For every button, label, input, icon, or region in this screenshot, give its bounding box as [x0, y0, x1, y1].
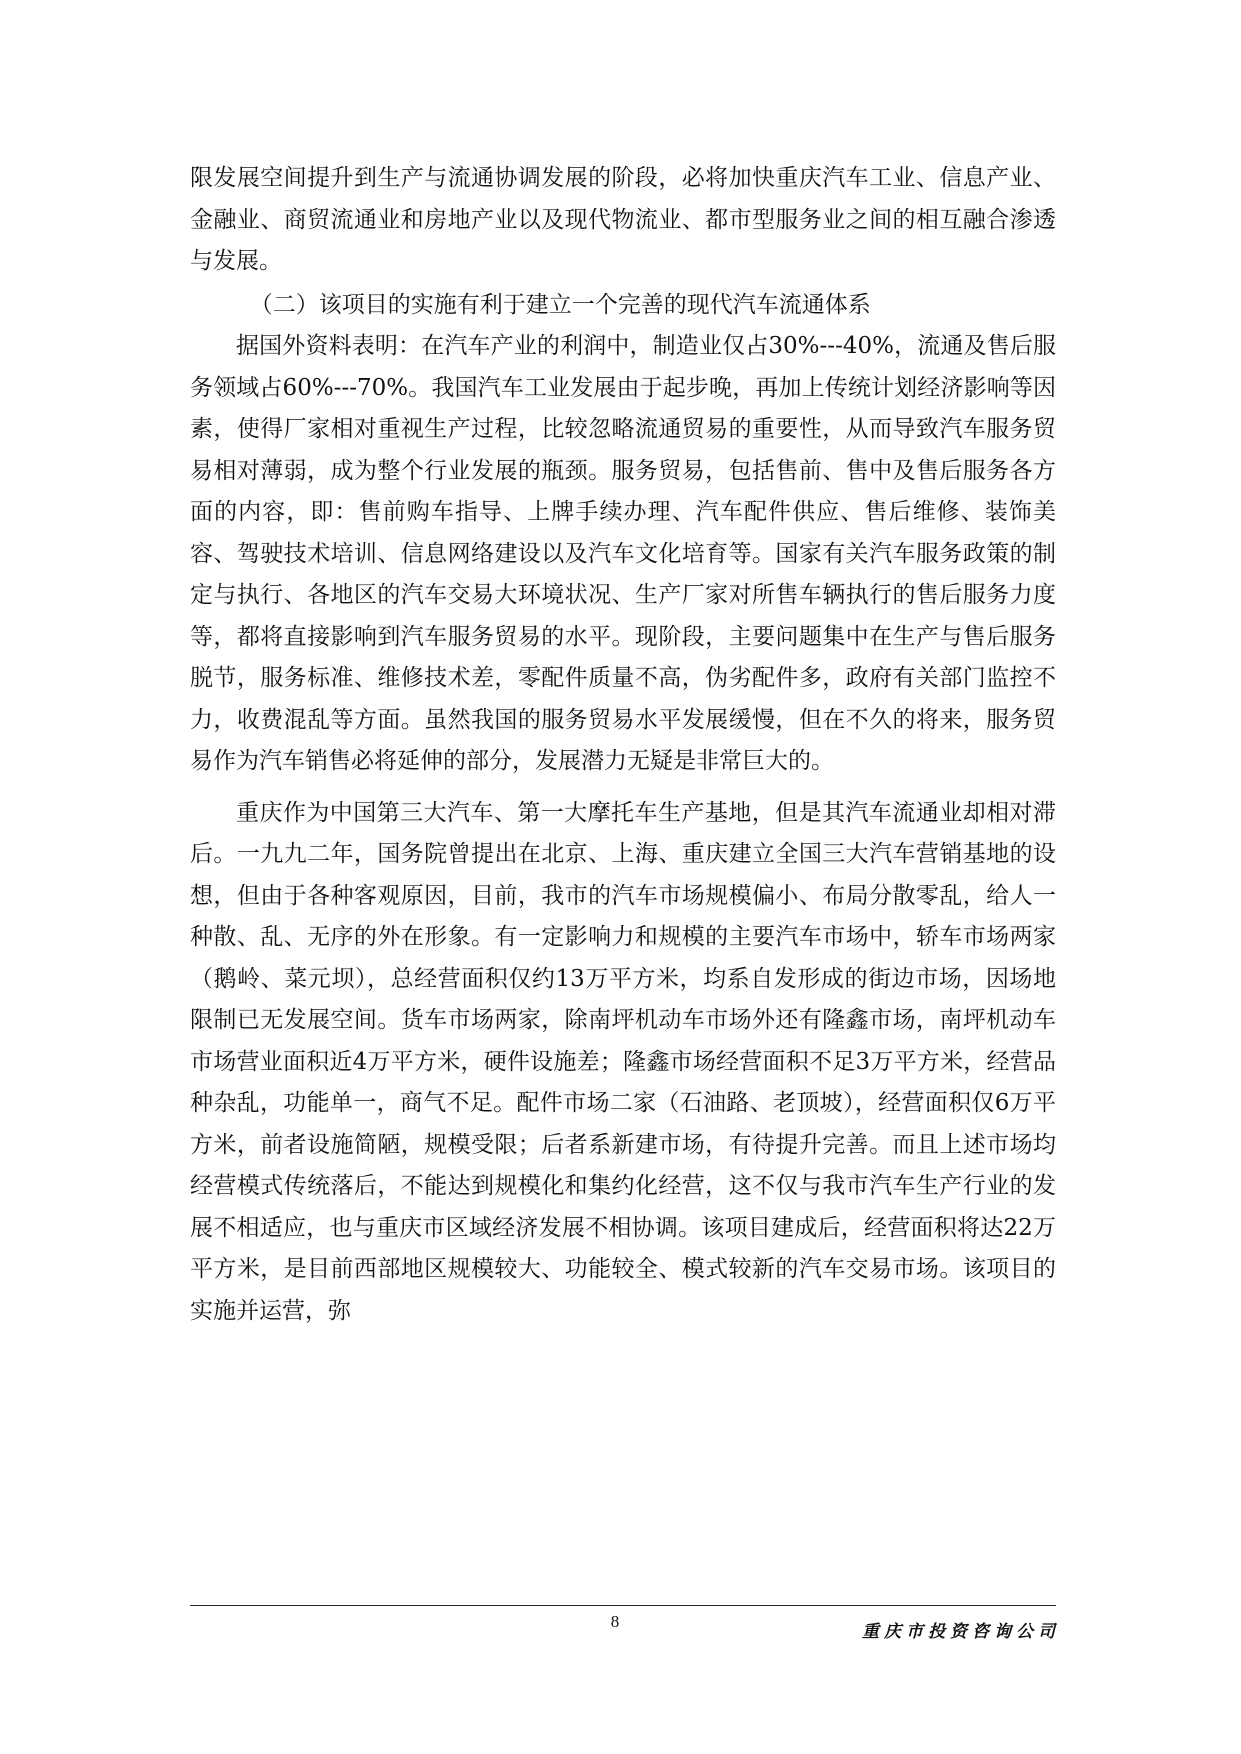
paragraph-service-trade: 据国外资料表明：在汽车产业的利润中，制造业仅占30%---40%，流通及售后服务领域占60%---70%。我国汽车工业发展由于起步晚，再加上传统计划经济影响等因素，使得厂家相对重视生产过程，比较忽略流通贸易的重要性，从而导致汽车服务贸易相对薄弱，成为整个行业发展的瓶颈。服务贸易，包括售前、售中及售后服务各方面的内容，即：售前购车指导、上牌手续办理、汽车配件供应、售后维修、装饰美容、驾驶技术培训、信息网络建设以及汽车文化培育等。国家有关汽车服务政策的制定与执行、各地区的汽车交易大环境状况、生产厂家对所售车辆执行的售后服务力度等，都将直接影响到汽车服务贸易的水平。现阶段，主要问题集中在生产与售后服务脱节，服务标准、维修技术差，零配件质量不高，伪劣配件多，政府有关部门监控不力，收费混乱等方面。虽然我国的服务贸易水平发展缓慢，但在不久的将来，服务贸易作为汽车销售必将延伸的部分，发展潜力无疑是非常巨大的。: [190, 333, 1056, 774]
section-heading: （二）该项目的实施有利于建立一个完善的现代汽车流通体系: [249, 291, 871, 318]
paragraph-chongqing-market: 重庆作为中国第三大汽车、第一大摩托车生产基地，但是其汽车流通业却相对滞后。一九九二年，国务院曾提出在北京、上海、重庆建立全国三大汽车营销基地的设想，但由于各种客观原因，目前，我市的汽车市场规模偏小、布局分散零乱，给人一种散、乱、无序的外在形象。有一定影响力和规模的主要汽车市场中，轿车市场两家（鹅岭、菜元坝），总经营面积仅约13万平方米，均系自发形成的街边市场，因场地限制已无发展空间。货车市场两家，除南坪机动车市场外还有隆鑫市场，南坪机动车市场营业面积近4万平方米，硬件设施差；隆鑫市场经营面积不足3万平方米，经营品种杂乱，功能单一，商气不足。配件市场二家（石油路、老顶坡），经营面积仅6万平方米，前者设施简陋，规模受限；后者系新建市场，有待提升完善。而且上述市场均经营模式传统落后，不能达到规模化和集约化经营，这不仅与我市汽车生产行业的发展不相适应，也与重庆市区域经济发展不相协调。该项目建成后，经营面积将达22万平方米，是目前西部地区规模较大、功能较全、模式较新的汽车交易市场。该项目的实施并运营，弥: [190, 799, 1056, 1324]
body-text: [190, 158, 1056, 1332]
paragraph-continuation: 限发展空间提升到生产与流通协调发展的阶段，必将加快重庆汽车工业、信息产业、金融业、商贸流通业和房地产业以及现代物流业、都市型服务业之间的相互融合渗透与发展。: [190, 165, 1056, 274]
page-number: 8: [610, 1612, 620, 1631]
footer-company-name: 重庆市投资咨询公司: [862, 1622, 1060, 1642]
footer-divider: [190, 1605, 1056, 1606]
